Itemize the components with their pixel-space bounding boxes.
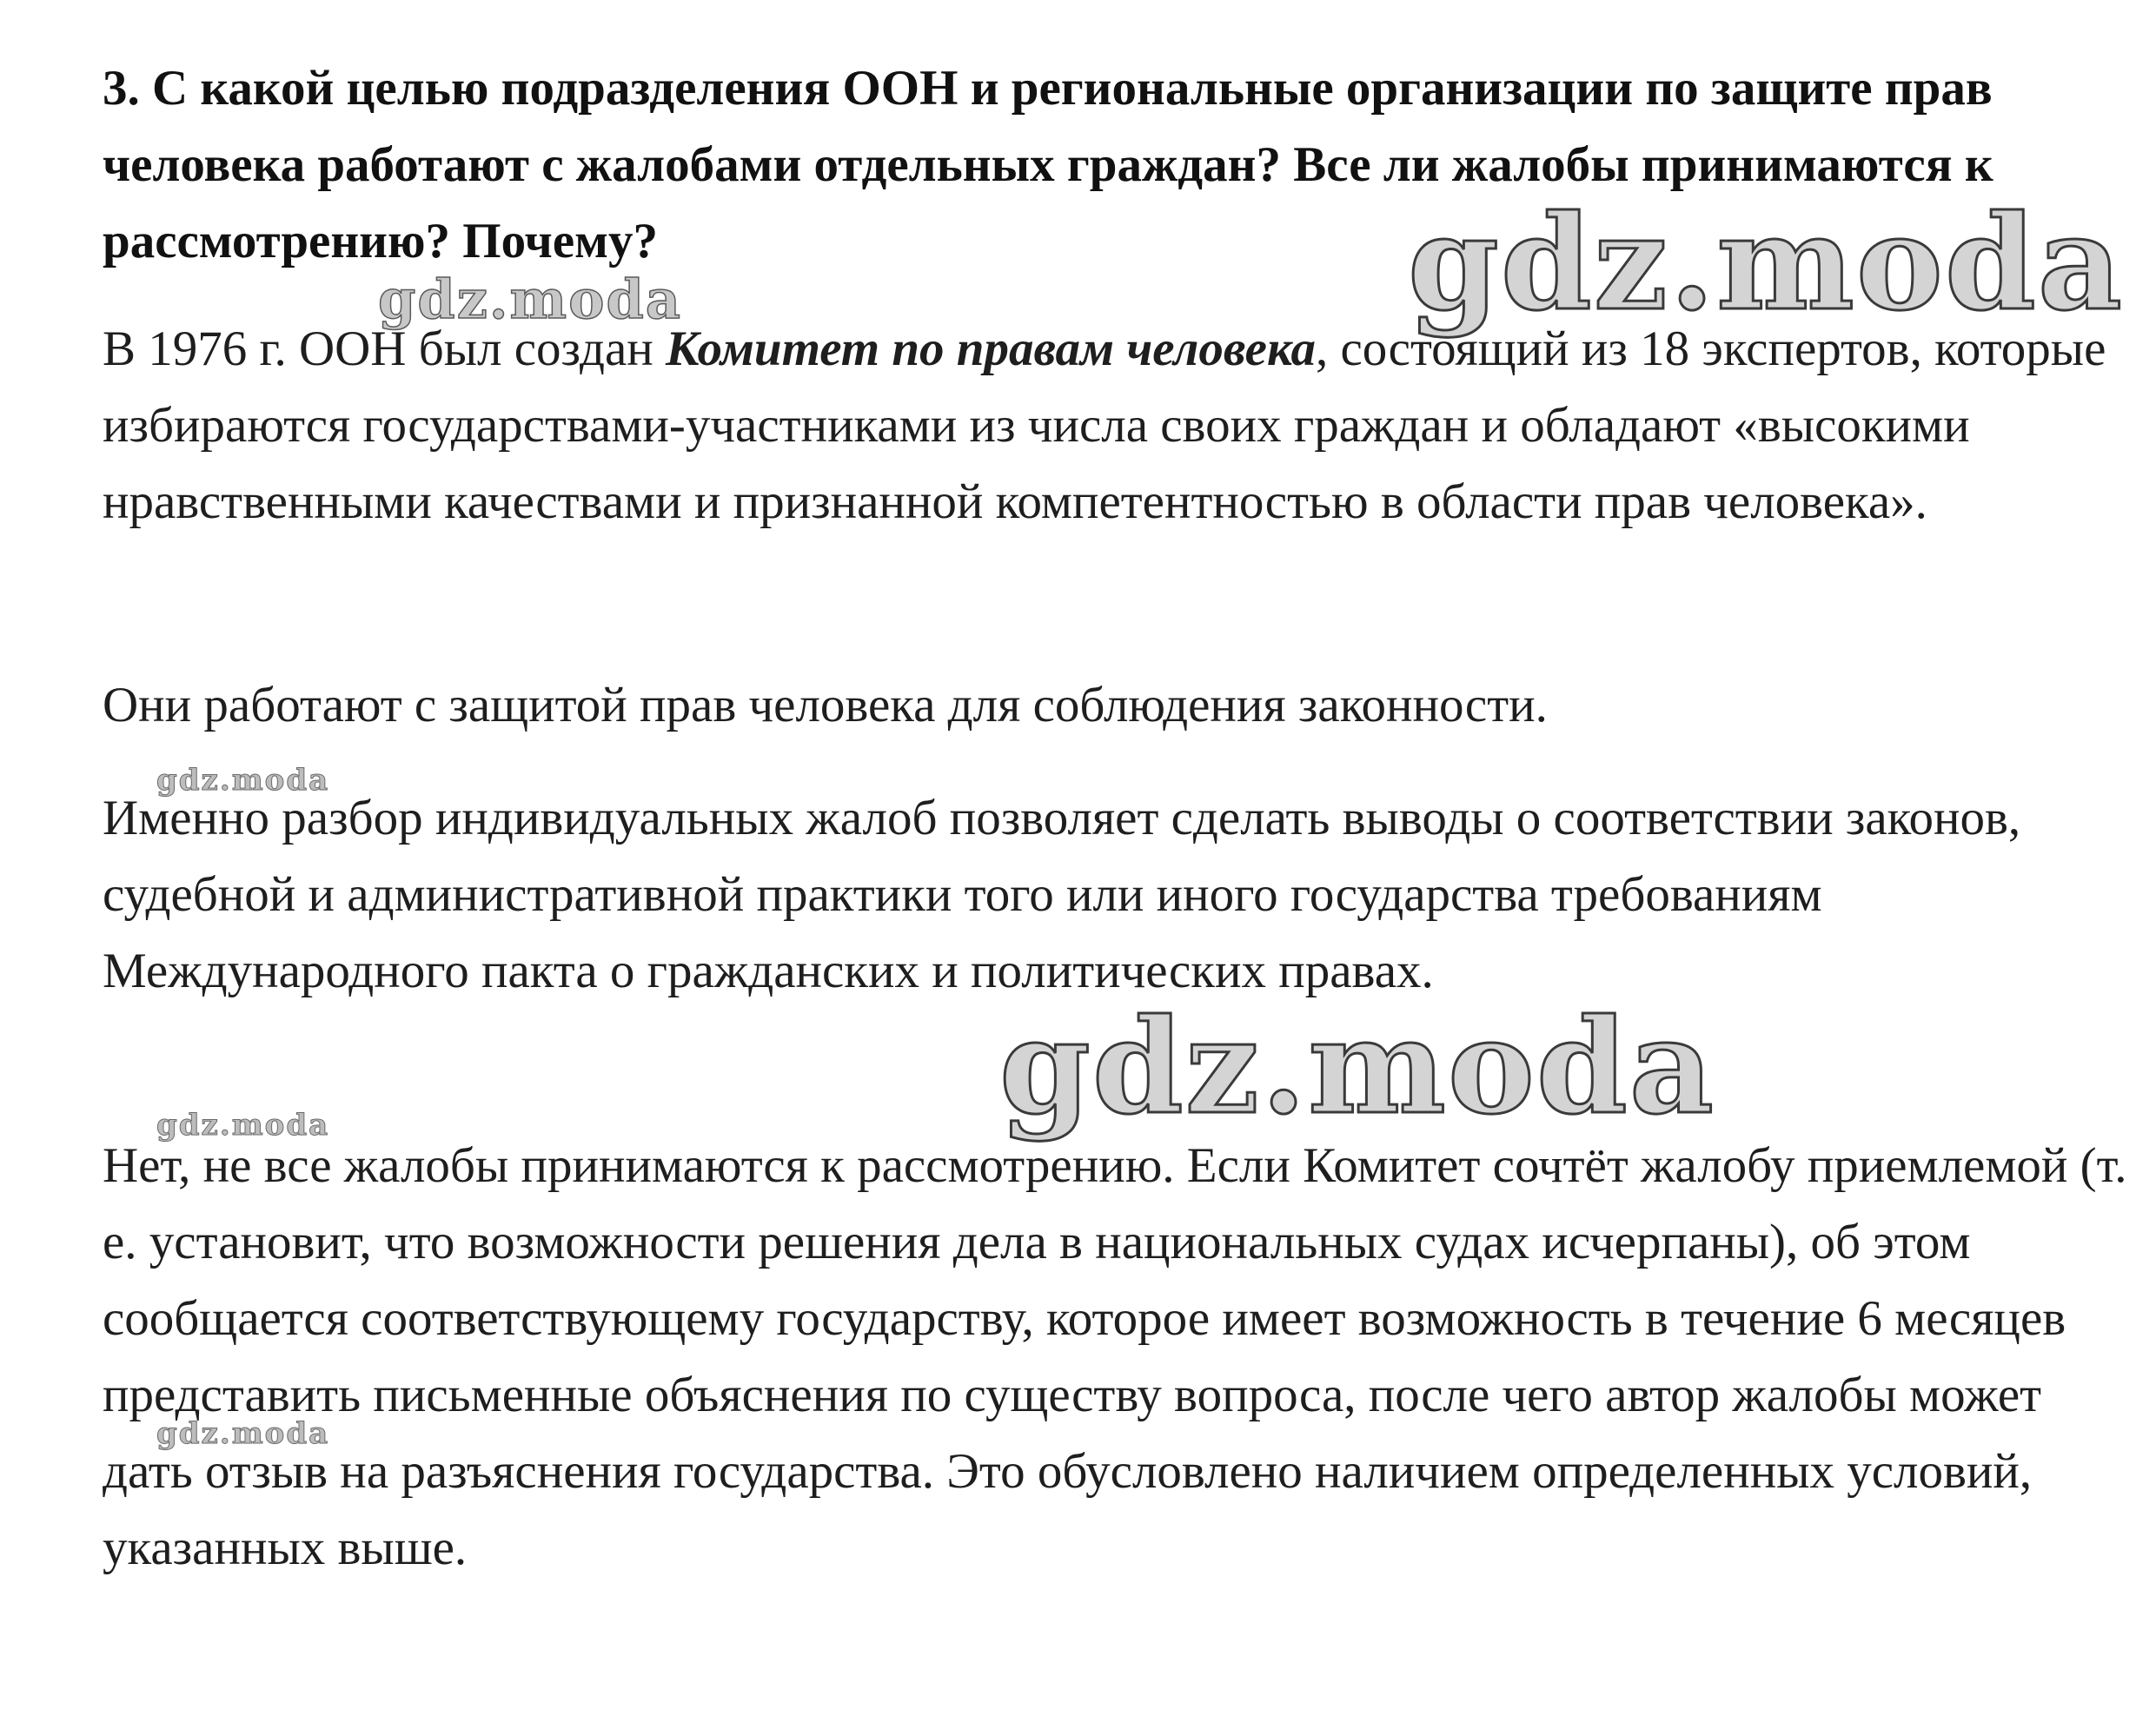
answer-paragraph-3: Именно разбор индивидуальных жалоб позволяет сделать выводы о соответствии законов, судебной и административной практики того или иного государства требованиям Международного пакта о гражданских и политических правах.	[103, 791, 2021, 998]
watermark-small-2: gdz.moda	[156, 1108, 330, 1143]
watermark-large-top: gdz.moda	[1408, 187, 2125, 340]
answer-paragraph-2: Они работают с защитой прав человека для соблюдения законности.	[103, 678, 1548, 732]
watermark-medium: gdz.moda	[378, 268, 682, 331]
answer-paragraph-1	[103, 311, 2127, 540]
watermark-large-middle: gdz.moda	[999, 991, 1716, 1143]
question-heading: 3. С какой целью подразделения ООН и региональные организации по защите прав человека работают с жалобами отдельных граждан? Все ли жалобы принимаются к рассмотрению? Почему?	[103, 61, 1993, 268]
answer-paragraph-1-start: В 1976 г. ООН был создан	[103, 321, 667, 376]
watermark-small-3: gdz.moda	[156, 1416, 330, 1451]
watermark-small-1: gdz.moda	[156, 763, 330, 798]
answer-paragraph-4: Нет, не все жалобы принимаются к рассмотрению. Если Комитет сочтёт жалобу приемлемой (т. е. установит, что возможности решения дела в национальных судах исчерпаны), об этом сообщается соответствующему государству, которое имеет возможность в течение 6 месяцев представить письменные объяснения по существу вопроса, после чего автор жалобы может дать отзыв на разъяснения государства. Это обусловлено наличием определенных условий, указанных выше.	[103, 1138, 2127, 1575]
answer-paragraph-1-end: , состоящий из 18 экспертов, которые избираются государствами-участниками из числа своих граждан и обладают «высокими нравственными качествами и признанной компетентностью в области прав человека».	[103, 321, 2106, 529]
committee-term: Комитет по правам человека	[666, 321, 1316, 376]
